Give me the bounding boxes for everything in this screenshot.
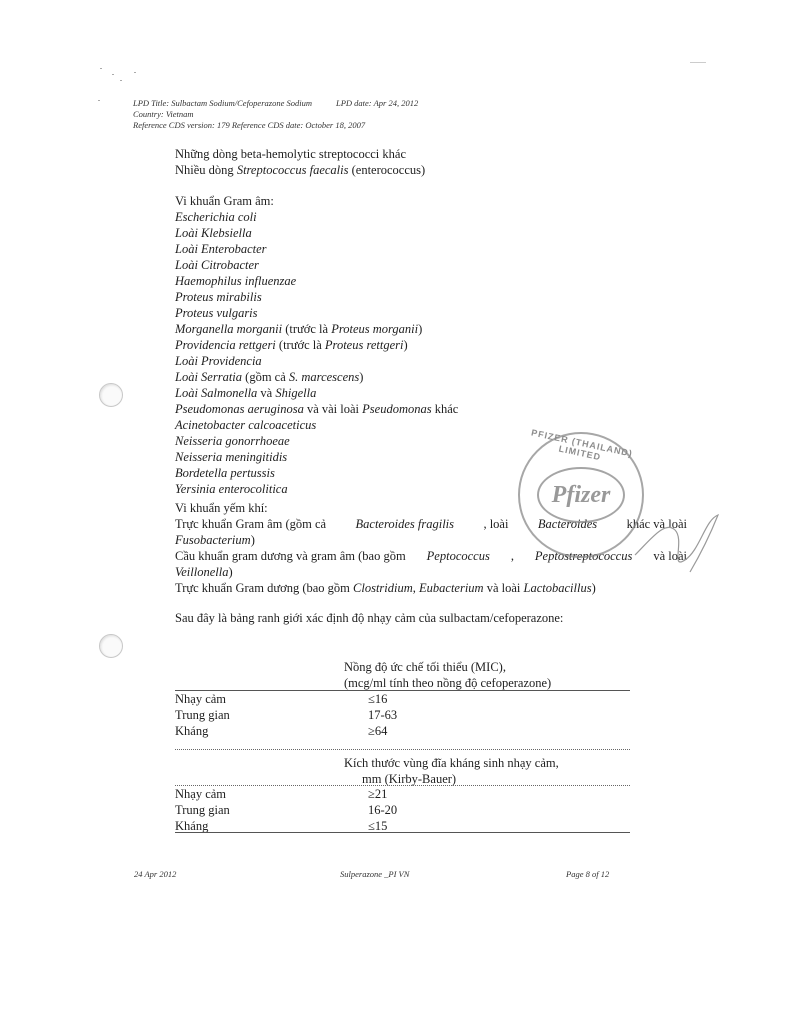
- punch-hole-top: [99, 383, 123, 407]
- document-header: [133, 98, 418, 131]
- list-item: Yersinia enterocolitica: [175, 482, 288, 496]
- intro-lines: [175, 146, 425, 178]
- list-item: Acinetobacter calcoaceticus: [175, 418, 317, 432]
- list-item: Proteus vulgaris: [175, 306, 258, 320]
- list-item: Neisseria meningitidis: [175, 450, 288, 464]
- lpd-date: LPD date: Apr 24, 2012: [335, 98, 419, 108]
- stamp-ring-text: PFIZER (THAILAND) LIMITED: [530, 427, 634, 463]
- section-heading: Vi khuẩn Gram âm:: [175, 194, 274, 208]
- anaerobes-paragraph-3: Trực khuẩn Gram dương (bao gồm Clostridium, Eubacterium và loài Lactobacillus): [175, 581, 596, 595]
- country: Country: Vietnam: [133, 109, 194, 119]
- disk-table-header: Kích thước vùng đĩa kháng sinh nhạy cảm, mm (Kirby-Bauer): [344, 756, 559, 786]
- intro-line: Nhiều dòng Streptococcus faecalis (enterococcus): [175, 163, 426, 177]
- list-item: Bordetella pertussis: [175, 466, 275, 480]
- section-heading: Vi khuẩn yếm khí:: [175, 501, 268, 515]
- list-item: Loài Klebsiella: [175, 226, 252, 240]
- list-item: Haemophilus influenzae: [175, 274, 297, 288]
- list-item: Loài Enterobacter: [175, 242, 267, 256]
- anaerobes-paragraph-2: Cầu khuẩn gram dương và gram âm (bao gồm Peptococcus , Peptostreptococcus và loài: [175, 549, 687, 563]
- anaerobes-paragraph-1: Trực khuẩn Gram âm (gồm cả Bacteroides fragilis , loài Bacteroides khác và loài: [175, 517, 687, 531]
- table-intro: Sau đây là bảng ranh giới xác định độ nhạy cảm của sulbactam/cefoperazone:: [175, 611, 564, 625]
- anaerobes-paragraph-2-cont: Veillonella): [175, 565, 233, 579]
- lpd-title: LPD Title: Sulbactam Sodium/Cefoperazone Sodium: [133, 98, 312, 108]
- list-item: Loài Providencia: [175, 354, 262, 368]
- disk-table: Nhạy cảm ≥21 Trung gian 16-20 Kháng ≤15: [175, 787, 398, 833]
- list-item: Escherichia coli: [175, 210, 257, 224]
- gram-negative-section: [175, 193, 458, 497]
- pfizer-stamp: [518, 427, 644, 558]
- stamp-logo: Pfizer: [537, 467, 625, 523]
- intro-line: Những dòng beta-hemolytic streptococci khác: [175, 147, 407, 161]
- list-item: Loài Serratia (gồm cả S. marcescens): [175, 370, 364, 384]
- reference-cds: Reference CDS version: 179 Reference CDS date: October 18, 2007: [133, 120, 366, 130]
- anaerobes-paragraph-1-cont: Fusobacterium): [175, 533, 255, 547]
- mic-table-bottom-rule: [175, 749, 630, 750]
- footer-date: 24 Apr 2012: [134, 869, 177, 879]
- mic-table-header: Nồng độ ức chế tối thiểu (MIC), (mcg/ml tính theo nồng độ cefoperazone): [344, 660, 552, 690]
- list-item: Morganella morganii (trước là Proteus morganii): [175, 322, 423, 336]
- list-item: Loài Citrobacter: [175, 258, 259, 272]
- list-item: Neisseria gonorrhoeae: [175, 434, 290, 448]
- punch-hole-bottom: [99, 634, 123, 658]
- footer-page-number: Page 8 of 12: [566, 869, 610, 879]
- list-item: Loài Salmonella và Shigella: [175, 386, 317, 400]
- mic-table-rule: [175, 690, 630, 691]
- footer-doc-name: Sulperazone _PI VN: [340, 869, 410, 879]
- list-item: Pseudomonas aeruginosa và vài loài Pseudomonas khác: [175, 402, 459, 416]
- signature-scribble: [630, 500, 730, 580]
- disk-table-bottom-rule: [175, 832, 630, 833]
- list-item: Proteus mirabilis: [175, 290, 262, 304]
- list-item: Providencia rettgeri (trước là Proteus rettgeri): [175, 338, 408, 352]
